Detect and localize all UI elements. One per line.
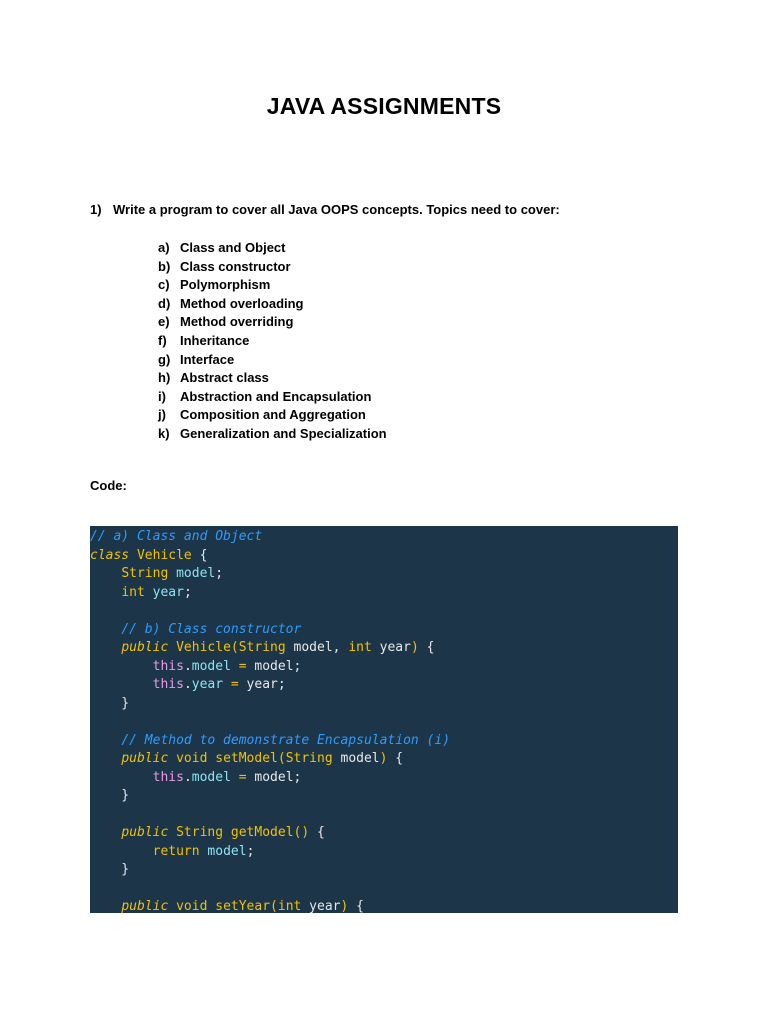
code-line	[90, 732, 678, 751]
topic-letter: i)	[158, 388, 166, 404]
topic-letter: f)	[158, 332, 167, 348]
topic-letter: d)	[158, 295, 171, 311]
question-text: Write a program to cover all Java OOPS concepts. Topics need to cover:	[113, 202, 560, 217]
code-token: }	[90, 695, 130, 711]
code-token	[168, 751, 176, 766]
code-token: public	[121, 825, 169, 840]
question-number: 1)	[90, 202, 102, 217]
code-token: getModel	[230, 825, 294, 840]
code-token: ;	[215, 566, 224, 581]
code-token: void	[176, 899, 208, 913]
code-token: year	[152, 584, 184, 600]
code-token: setModel	[215, 751, 278, 766]
code-token: (	[270, 899, 278, 913]
code-token	[90, 566, 121, 581]
code-token: year;	[238, 677, 286, 692]
code-token: (	[230, 640, 239, 655]
code-label: Code:	[90, 478, 127, 493]
code-token: {	[191, 547, 208, 563]
code-token	[145, 585, 153, 600]
code-token: String	[121, 566, 169, 581]
code-line	[90, 880, 678, 899]
code-line	[90, 639, 678, 658]
code-token: =	[230, 677, 239, 692]
code-token: this	[152, 677, 184, 692]
code-token: }	[90, 862, 130, 877]
code-token: // Method to demonstrate Encapsulation (i)	[121, 732, 451, 748]
code-line	[90, 843, 678, 862]
code-token: model	[191, 658, 231, 674]
topic-item	[158, 351, 387, 370]
code-token: String	[176, 825, 224, 840]
code-token	[168, 566, 176, 581]
topics-list	[158, 239, 387, 444]
topic-item	[158, 258, 387, 277]
code-token: // b) Class constructor	[121, 621, 302, 637]
code-block	[90, 526, 678, 913]
code-token: public	[121, 640, 169, 655]
code-token	[223, 825, 231, 840]
code-token: ;	[246, 843, 255, 859]
code-token	[223, 677, 231, 692]
code-line	[90, 713, 678, 732]
topic-letter: h)	[158, 370, 171, 386]
code-token: String	[285, 751, 333, 766]
topic-item	[158, 313, 387, 332]
code-token: int	[277, 899, 302, 913]
code-token: public	[121, 751, 169, 766]
code-token	[168, 825, 176, 840]
code-line	[90, 565, 678, 584]
topic-label: Class and Object	[180, 240, 286, 255]
code-token: model	[332, 751, 380, 766]
code-token: return	[152, 843, 200, 859]
code-token: year	[191, 677, 224, 692]
code-token: }	[90, 788, 130, 803]
code-token	[90, 659, 153, 674]
code-line	[90, 602, 678, 621]
code-line	[90, 898, 678, 913]
code-line	[90, 861, 678, 880]
code-line	[90, 547, 678, 566]
code-token	[90, 844, 153, 859]
code-token: =	[238, 658, 247, 674]
code-token: (	[277, 751, 286, 766]
topic-item	[158, 406, 387, 425]
topic-item	[158, 388, 387, 407]
code-token: model	[207, 843, 247, 859]
code-token: // a) Class and Object	[90, 529, 263, 544]
page-title: JAVA ASSIGNMENTS	[266, 93, 502, 119]
code-token: ()	[293, 825, 310, 840]
code-line	[90, 676, 678, 695]
code-token: void	[176, 751, 208, 766]
code-token	[90, 899, 121, 913]
topic-label: Interface	[180, 351, 235, 367]
code-line	[90, 584, 678, 603]
topic-label: Abstract class	[180, 370, 269, 386]
code-token	[231, 659, 239, 674]
code-token: int	[121, 584, 145, 600]
code-token: String	[238, 640, 286, 655]
code-line	[90, 769, 678, 788]
code-token	[90, 770, 153, 785]
code-line	[90, 750, 678, 769]
code-token: public	[121, 899, 169, 913]
code-line	[90, 787, 678, 806]
topic-label: Class constructor	[180, 258, 291, 274]
code-line	[90, 658, 678, 677]
code-token: .	[183, 769, 192, 785]
code-token: {	[387, 751, 404, 766]
code-token: {	[418, 640, 435, 655]
code-token: model	[176, 566, 216, 581]
topic-letter: c)	[158, 277, 170, 293]
code-token	[168, 640, 176, 655]
code-token	[168, 899, 176, 913]
code-line	[90, 695, 678, 714]
code-line	[90, 528, 678, 547]
code-token: =	[238, 769, 247, 785]
topic-label: Method overriding	[180, 314, 294, 330]
code-token: Vehicle	[136, 547, 192, 563]
code-line	[90, 621, 678, 640]
topic-letter: k)	[158, 425, 170, 441]
code-token: class	[90, 547, 130, 563]
code-token: {	[309, 825, 325, 840]
code-token: )	[410, 640, 419, 655]
code-line	[90, 806, 678, 825]
topic-label: Inheritance	[180, 332, 250, 348]
code-token: year	[301, 899, 341, 913]
topic-label: Method overloading	[180, 295, 304, 311]
topic-label: Generalization and Specialization	[180, 425, 387, 441]
topic-item	[158, 332, 387, 351]
code-token: )	[379, 751, 388, 766]
code-token: this	[152, 769, 184, 785]
topic-label: Composition and Aggregation	[180, 407, 366, 423]
code-token: year	[371, 640, 411, 655]
topic-letter: b)	[158, 258, 171, 274]
code-token	[129, 548, 137, 563]
code-token: .	[183, 677, 192, 692]
code-token	[90, 733, 121, 748]
topic-item	[158, 239, 387, 258]
code-token	[231, 770, 239, 785]
topic-item	[158, 369, 387, 388]
code-token	[90, 677, 153, 692]
code-token: setYear	[215, 899, 271, 913]
code-token: int	[348, 640, 372, 655]
code-token	[90, 585, 121, 600]
code-token: model;	[246, 769, 302, 785]
topic-letter: g)	[158, 351, 171, 367]
code-token: {	[348, 899, 364, 913]
code-token: model;	[246, 658, 302, 674]
assignment-question	[90, 202, 560, 217]
code-token: Vehicle	[176, 640, 231, 655]
code-token: model,	[285, 640, 349, 655]
code-token: .	[183, 658, 192, 674]
code-token: )	[340, 899, 349, 913]
code-token: ;	[183, 584, 192, 600]
code-token: model	[191, 769, 231, 785]
topic-label: Polymorphism	[180, 277, 271, 293]
topic-item	[158, 295, 387, 314]
topic-item	[158, 276, 387, 295]
topic-letter: e)	[158, 314, 170, 330]
code-token: this	[152, 658, 184, 674]
code-token	[90, 640, 121, 655]
code-token	[90, 622, 121, 637]
topic-label: Abstraction and Encapsulation	[180, 388, 372, 404]
topic-item	[158, 425, 387, 444]
code-token	[90, 751, 121, 766]
topic-letter: a)	[158, 240, 170, 255]
code-line	[90, 824, 678, 843]
code-token	[90, 825, 121, 840]
topic-letter: j)	[158, 407, 166, 423]
